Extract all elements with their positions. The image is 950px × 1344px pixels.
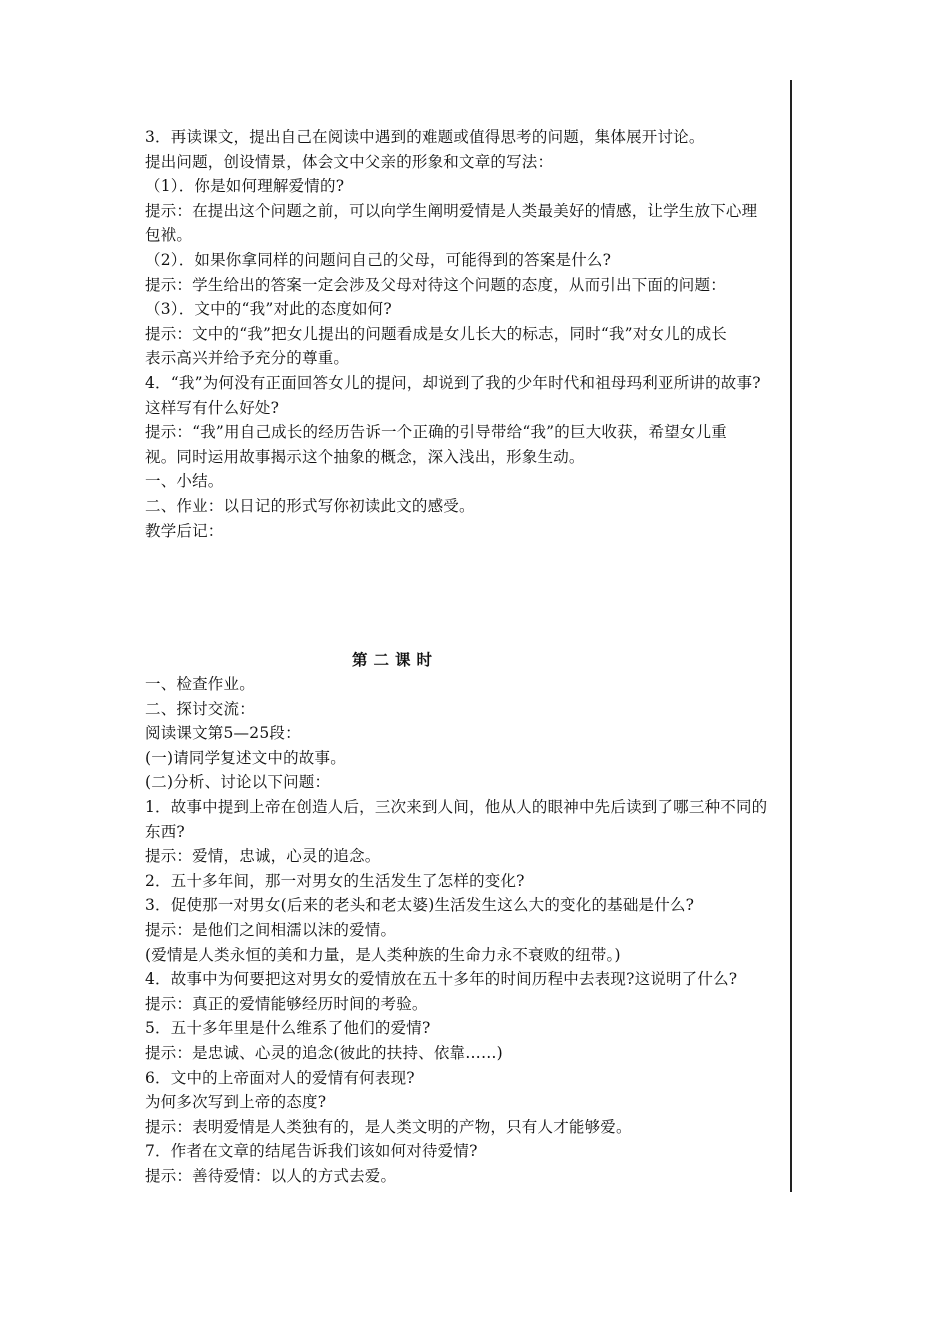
text-line: 提示：真正的爱情能够经历时间的考验。 xyxy=(145,994,428,1013)
text-line: 表示高兴并给予充分的尊重。 xyxy=(145,349,350,368)
text-line: 1．故事中提到上帝在创造人后，三次来到人间，他从人的眼神中先后读到了哪三种不同的 xyxy=(145,797,768,816)
text-line: 教学后记： xyxy=(145,521,224,540)
text-line: (爱情是人类永恒的美和力量，是人类种族的生命力永不衰败的纽带。) xyxy=(145,945,621,964)
text-line: 3．促使那一对男女(后来的老头和老太婆)生活发生这么大的变化的基础是什么? xyxy=(145,896,695,915)
text-line: 4．故事中为何要把这对男女的爱情放在五十多年的时间历程中去表现?这说明了什么? xyxy=(145,970,738,989)
text-line: 提示：“我”用自己成长的经历告诉一个正确的引导带给“我”的巨大收获，希望女儿重 xyxy=(145,423,727,442)
text-line: （1）．你是如何理解爱情的? xyxy=(145,177,345,196)
text-line: 一、检查作业。 xyxy=(145,675,255,693)
text-line: 二、探讨交流： xyxy=(145,699,255,718)
text-line: 提示：在提出这个问题之前，可以向学生阐明爱情是人类最美好的情感，让学生放下心理 xyxy=(145,201,758,220)
text-line: 二、作业：以日记的形式写你初读此文的感受。 xyxy=(145,496,475,515)
text-line: 这样写有什么好处? xyxy=(145,398,280,417)
text-line: 4．“我”为何没有正面回答女儿的提问，却说到了我的少年时代和祖母玛利亚所讲的故事? xyxy=(145,373,761,392)
text-line: 提示：是他们之间相濡以沫的爱情。 xyxy=(145,920,397,939)
section-2-body xyxy=(145,672,825,1188)
text-line: 一、小结。 xyxy=(145,472,224,491)
text-line: 提示：表明爱情是人类独有的，是人类文明的产物，只有人才能够爱。 xyxy=(145,1117,632,1136)
text-line: 提出问题，创设情景，体会文中父亲的形象和文章的写法： xyxy=(145,152,554,171)
text-line: 包袱。 xyxy=(145,226,193,245)
text-line: 提示：善待爱情：以人的方式去爱。 xyxy=(145,1166,397,1185)
text-line: 视。同时运用故事揭示这个抽象的概念，深入浅出，形象生动。 xyxy=(145,447,585,466)
text-line: 6．文中的上帝面对人的爱情有何表现? xyxy=(145,1068,415,1087)
text-line: （3）．文中的“我”对此的态度如何? xyxy=(145,300,392,319)
text-line: 提示：学生给出的答案一定会涉及父母对待这个问题的态度，从而引出下面的问题： xyxy=(145,275,726,294)
text-line: 提示：文中的“我”把女儿提出的问题看成是女儿长大的标志，同时“我”对女儿的成长 xyxy=(145,324,727,343)
text-line: 提示：是忠诚、心灵的追念(彼此的扶持、依靠……) xyxy=(145,1043,503,1062)
text-line: 东西? xyxy=(145,822,185,841)
text-line: （2）．如果你拿同样的问题问自己的父母，可能得到的答案是什么? xyxy=(145,250,612,269)
text-line: 5．五十多年里是什么维系了他们的爱情? xyxy=(145,1019,431,1038)
text-line: 阅读课文第5—25段： xyxy=(145,724,301,743)
text-line: (二)分析、讨论以下问题： xyxy=(145,773,331,792)
text-line: 2．五十多年间，那一对男女的生活发生了怎样的变化? xyxy=(145,871,525,890)
text-line: 7．作者在文章的结尾告诉我们该如何对待爱情? xyxy=(145,1142,478,1161)
text-line: 提示：爱情，忠诚，心灵的追念。 xyxy=(145,847,381,866)
text-line: 3．再读课文，提出自己在阅读中遇到的难题或值得思考的问题，集体展开讨论。 xyxy=(145,128,705,146)
section-1-body xyxy=(145,125,825,543)
text-line: (一)请同学复述文中的故事。 xyxy=(145,748,346,767)
lesson-heading: 第二课时 xyxy=(351,650,438,669)
text-line: 为何多次写到上帝的态度? xyxy=(145,1093,327,1112)
